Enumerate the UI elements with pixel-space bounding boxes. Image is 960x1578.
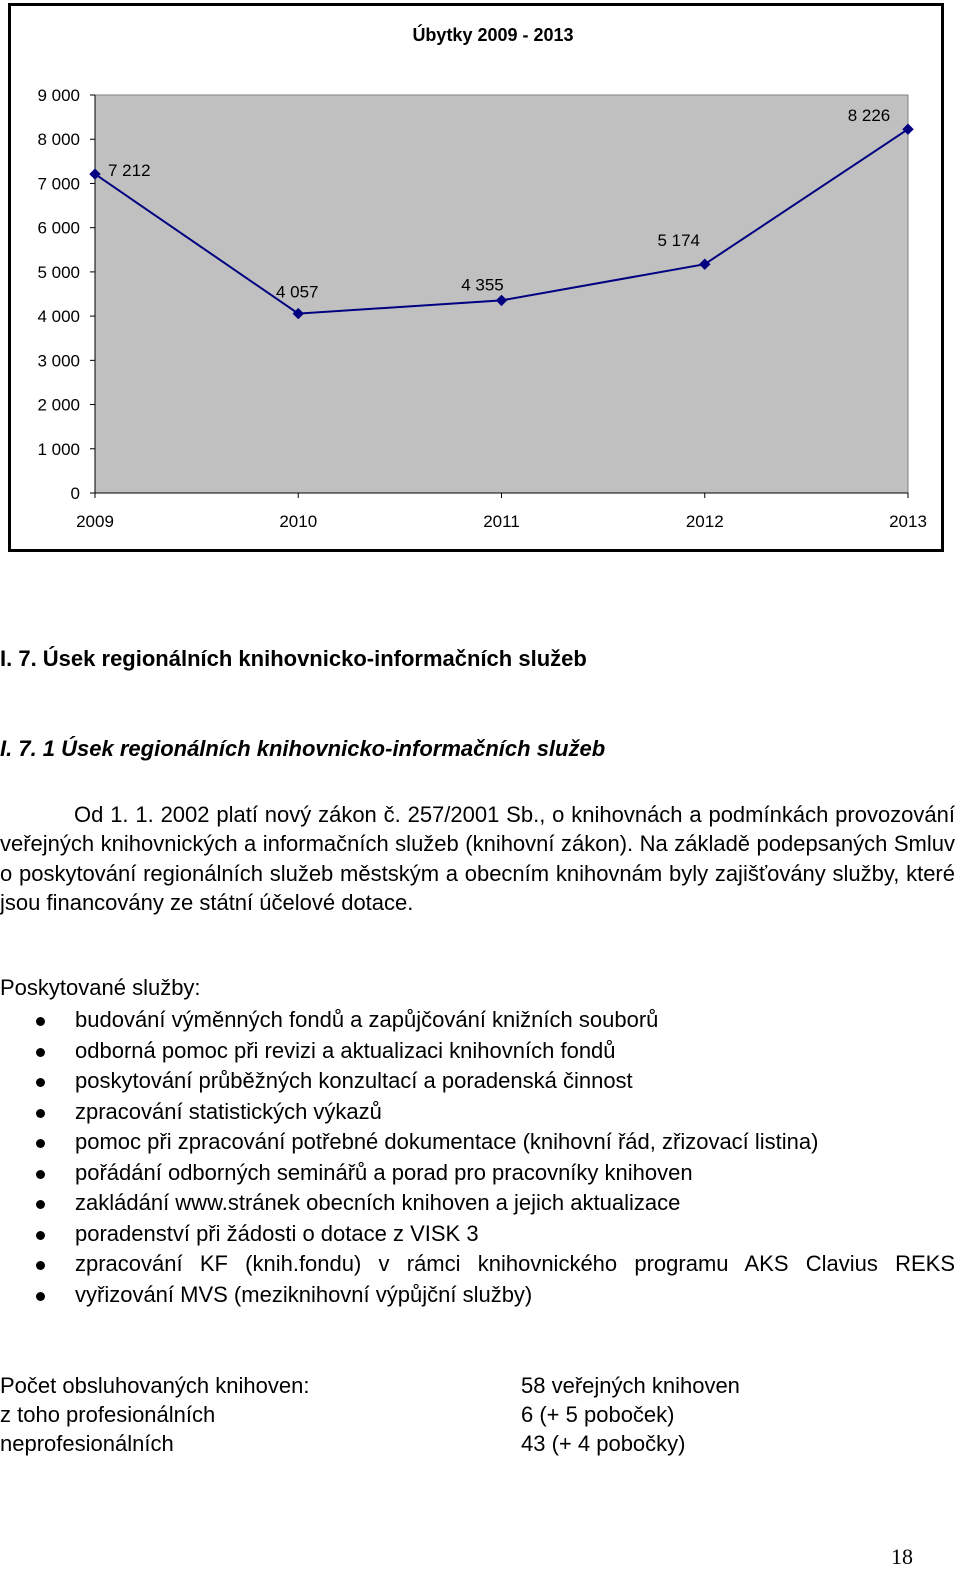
list-item: poskytování průběžných konzultací a poradenská činnost: [0, 1066, 955, 1097]
x-tick-label: 2009: [76, 512, 114, 531]
list-item: pomoc při zpracování potřebné dokumentace (knihovní řád, zřizovací listina): [0, 1127, 955, 1158]
y-axis: [37, 86, 95, 503]
bullet-icon: [36, 1261, 45, 1270]
chart-container: [8, 3, 944, 552]
y-tick-label: 5 000: [37, 262, 80, 282]
list-item: odborná pomoc při revizi a aktualizaci knihovních fondů: [0, 1036, 955, 1067]
list-item: budování výměnných fondů a zapůjčování knižních souborů: [0, 1005, 955, 1036]
bullet-icon: [36, 1231, 45, 1240]
y-tick-label: 6 000: [37, 218, 80, 238]
bullet-icon: [36, 1078, 45, 1087]
x-tick-label: 2012: [685, 512, 724, 531]
stats-label: Počet obsluhovaných knihoven:: [0, 1373, 310, 1398]
stats-value: 43 (+ 4 pobočky): [521, 1431, 686, 1456]
chart-title: Úbytky 2009 - 2013: [412, 25, 574, 45]
intro-paragraph: Od 1. 1. 2002 platí nový zákon č. 257/2001 Sb., o knihovnách a podmínkách provozování veřejných knihovnických a informačních služeb (knihovní zákon). Na základě podepsaných Smluv o poskytování regionálních služeb městským a obecním knihovnám byly zajišťovány služby, které jsou financovány ze státní účelové dotace.: [0, 802, 955, 915]
list-item: zpracování statistických výkazů: [0, 1097, 955, 1128]
page-number: 18: [891, 1544, 913, 1569]
y-tick-label: 7 000: [37, 174, 80, 194]
services-title: Poskytované služby:: [0, 975, 201, 1000]
bullet-icon: [36, 1170, 45, 1179]
data-label: 7 212: [108, 161, 151, 181]
x-axis: [76, 493, 927, 531]
y-tick-label: 2 000: [37, 395, 80, 415]
bullet-icon: [36, 1292, 45, 1301]
list-item: pořádání odborných seminářů a porad pro pracovníky knihoven: [0, 1158, 955, 1189]
y-tick-label: 8 000: [37, 130, 80, 150]
y-tick-label: 9 000: [37, 86, 80, 105]
bullet-icon: [36, 1017, 45, 1026]
x-tick-label: 2011: [483, 512, 520, 531]
y-tick-label: 0: [70, 484, 80, 503]
y-tick-label: 4 000: [37, 307, 80, 327]
x-tick-label: 2010: [279, 512, 318, 531]
y-tick-label: 3 000: [37, 351, 80, 371]
line-chart: [11, 6, 941, 549]
data-label: 4 355: [461, 275, 504, 295]
section-heading: I. 7. Úsek regionálních knihovnicko-informačních služeb: [0, 646, 587, 671]
stats-label: neprofesionálních: [0, 1431, 174, 1456]
y-tick-label: 1 000: [37, 439, 80, 459]
x-tick-label: 2013: [889, 512, 927, 531]
stats-label: z toho profesionálních: [0, 1402, 216, 1427]
data-label: 4 057: [275, 282, 319, 302]
stats-value: 6 (+ 5 poboček): [521, 1402, 675, 1427]
data-label: 8 226: [847, 106, 891, 126]
list-item: zpracování KF (knih.fondu) v rámci knihovnického programu AKS Clavius REKS: [0, 1249, 955, 1280]
bullet-icon: [36, 1109, 45, 1118]
services-list: [0, 1005, 955, 1310]
bullet-icon: [36, 1139, 45, 1148]
list-item: zakládání www.stránek obecních knihoven a jejich aktualizace: [0, 1188, 955, 1219]
bullet-icon: [36, 1200, 45, 1209]
subsection-heading: I. 7. 1 Úsek regionálních knihovnicko-informačních služeb: [0, 736, 606, 761]
list-item: vyřizování MVS (meziknihovní výpůjční služby): [0, 1280, 955, 1311]
data-label: 5 174: [657, 231, 701, 251]
list-item: poradenství při žádosti o dotace z VISK 3: [0, 1219, 955, 1250]
stats-value: 58 veřejných knihoven: [521, 1373, 740, 1398]
bullet-icon: [36, 1048, 45, 1057]
